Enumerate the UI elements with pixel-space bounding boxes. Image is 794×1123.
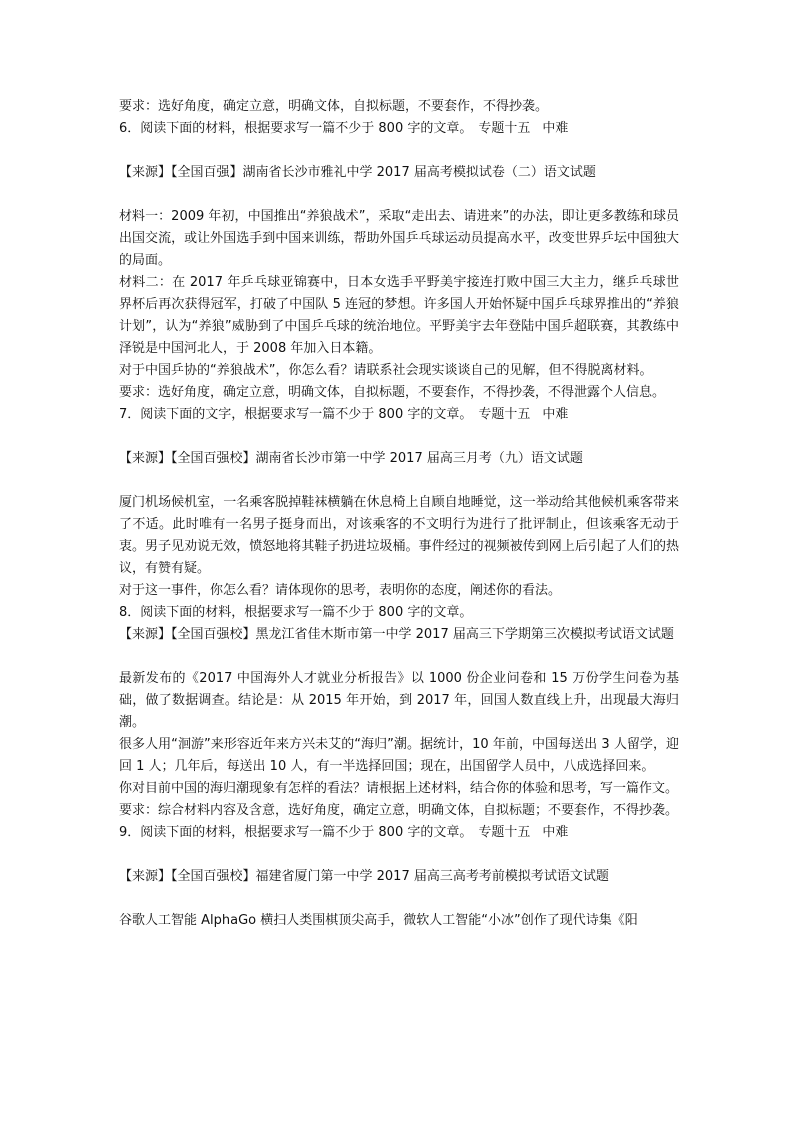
blank-line	[119, 184, 679, 206]
question-text: 阅读下面的材料，根据要求写一篇不少于 800 字的文章。	[140, 121, 473, 136]
paragraph: 材料一：2009 年初，中国推出“养狼战术”，采取“走出去、请进来”的办法，即让更多教练和球员出国交流，或让外国选手到中国来训练，帮助外国乒乓球运动员提高水平，改变世界乒坛中国独大的局面。	[119, 209, 679, 268]
paragraph: 谷歌人工智能 AlphaGo 横扫人类围棋顶尖高手，微软人工智能“小冰”创作了现代诗集《阳	[119, 913, 638, 928]
question-text: 阅读下面的材料，根据要求写一篇不少于 800 字的文章。	[140, 605, 473, 620]
paragraph: 材料二：在 2017 年乒乓球亚锦赛中，日本女选手平野美宇接连打败中国三大主力，继乒乓球世界杯后再次获得冠军，打破了中国队 5 连冠的梦想。许多国人开始怀疑中国乒乓球界推出的“养狼计划”，认为“养狼”威胁到了中国乒乓球的统治地位。平野美宇去年登陆中国乒超联赛，其教练中泽锐是中国河北人，于 2008 年加入日本籍。	[119, 275, 679, 356]
topic-tag: 专题十五	[478, 825, 531, 840]
blank-line	[119, 140, 679, 162]
source-line: 【来源】【全国百强校】福建省厦门第一中学 2017 届高三高考考前模拟考试语文试题	[119, 869, 609, 884]
blank-line	[119, 426, 679, 448]
paragraph: 要求：选好角度，确定立意，明确文体，自拟标题，不要套作，不得抄袭。	[119, 99, 549, 114]
source-line: 【来源】【全国百强校】湖南省长沙市第一中学 2017 届高三月考（九）语文试题	[119, 451, 583, 466]
question-number: 7．	[119, 407, 141, 422]
paragraph: 对于这一事件，你怎么看？请体现你的思考，表明你的态度，阐述你的看法。	[119, 583, 562, 598]
question-number: 9．	[119, 825, 141, 840]
source-line: 【来源】【全国百强】湖南省长沙市雅礼中学 2017 届高考模拟试卷（二）语文试题	[119, 165, 596, 180]
question-number: 6．	[119, 121, 141, 136]
question-line	[119, 602, 679, 624]
question-line	[119, 822, 679, 844]
question-text: 阅读下面的文字，根据要求写一篇不少于 800 字的文章。	[140, 407, 473, 422]
difficulty-level: 中难	[542, 825, 569, 840]
paragraph: 最新发布的《2017 中国海外人才就业分析报告》以 1000 份企业问卷和 15 万份学生问卷为基础，做了数据调查。结论是：从 2015 年开始，到 2017 年，回国人数直线上升，出现最大海归潮。	[119, 671, 679, 730]
blank-line	[119, 646, 679, 668]
difficulty-level: 中难	[542, 121, 569, 136]
paragraph: 要求：综合材料内容及含意，选好角度，确定立意，明确文体，自拟标题；不要套作，不得抄袭。	[119, 803, 679, 818]
paragraph: 对于中国乒协的“养狼战术”，你怎么看？请联系社会现实谈谈自己的见解，但不得脱离材料。	[119, 363, 653, 378]
question-line	[119, 118, 679, 140]
topic-tag: 专题十五	[478, 407, 531, 422]
topic-tag: 专题十五	[478, 121, 531, 136]
question-number: 8．	[119, 605, 141, 620]
question-line	[119, 404, 679, 426]
source-line: 【来源】【全国百强校】黑龙江省佳木斯市第一中学 2017 届高三下学期第三次模拟考试语文试题	[119, 627, 674, 642]
paragraph: 很多人用“洄游”来形容近年来方兴未艾的“海归”潮。据统计，10 年前，中国每送出 3 人留学，迎回 1 人；几年后，每送出 10 人，有一半选择回国；现在，出国留学人员中，八成选择回来。	[119, 737, 679, 774]
question-text: 阅读下面的材料，根据要求写一篇不少于 800 字的文章。	[140, 825, 473, 840]
blank-line	[119, 888, 679, 910]
paragraph: 要求：选好角度，确定立意，明确文体，自拟标题，不要套作，不得抄袭，不得泄露个人信息。	[119, 385, 666, 400]
paragraph: 你对目前中国的海归潮现象有怎样的看法？请根据上述材料，结合你的体验和思考，写一篇作文。	[119, 781, 679, 796]
document-page	[119, 96, 679, 932]
blank-line	[119, 470, 679, 492]
blank-line	[119, 844, 679, 866]
paragraph: 厦门机场候机室，一名乘客脱掉鞋袜横躺在休息椅上自顾自地睡觉，这一举动给其他候机乘客带来了不适。此时唯有一名男子挺身而出，对该乘客的不文明行为进行了批评制止，但该乘客无动于衷。男子见劝说无效，愤怒地将其鞋子扔进垃圾桶。事件经过的视频被传到网上后引起了人们的热议，有赞有疑。	[119, 495, 679, 576]
difficulty-level: 中难	[542, 407, 569, 422]
